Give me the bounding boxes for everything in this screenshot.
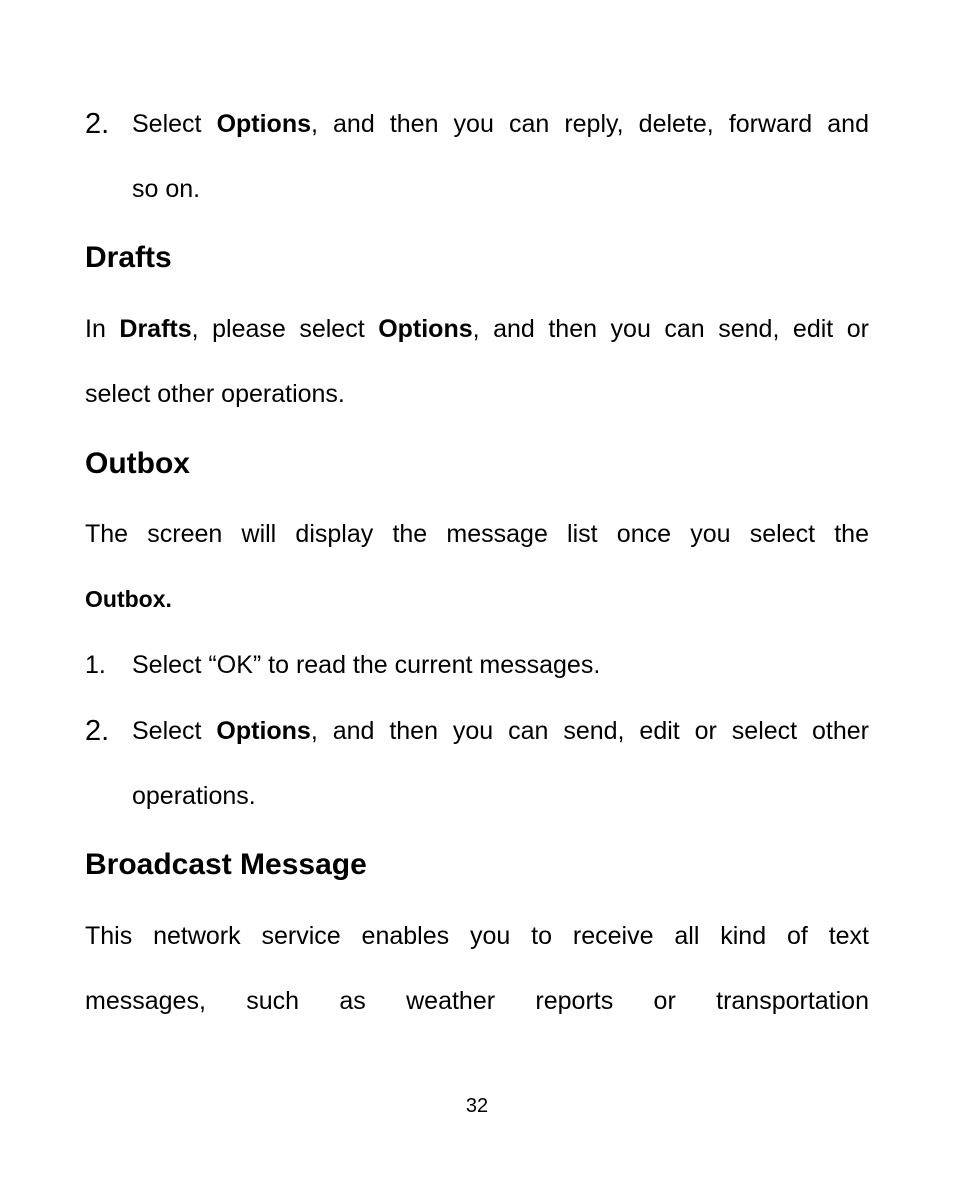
paragraph-line <box>85 296 869 362</box>
paragraph-line: The screen will display the message list once you select the <box>85 520 869 548</box>
list-item-text <box>132 91 869 157</box>
bold-term: Options <box>216 717 311 745</box>
section-heading-drafts: Drafts <box>85 241 172 274</box>
list-number: 1. <box>85 651 106 679</box>
page-number: 32 <box>465 1095 489 1117</box>
section-heading-broadcast: Broadcast Message <box>85 848 367 881</box>
section-heading-outbox: Outbox <box>85 447 190 480</box>
text-run: In <box>85 315 120 343</box>
text-run: , please select <box>191 315 379 343</box>
list-item-text-continued: operations. <box>132 782 256 810</box>
list-number: 2. <box>85 108 110 140</box>
text-run: , and then you can send, edit or <box>472 315 870 343</box>
bold-term: Drafts <box>119 315 192 343</box>
paragraph-line: select other operations. <box>85 380 345 408</box>
list-number: 2. <box>85 715 110 747</box>
text-run: Select <box>132 717 217 745</box>
paragraph-line: messages, such as weather reports or transportation <box>85 987 869 1015</box>
text-run: Select <box>132 110 217 138</box>
list-item-text: Select “OK” to read the current messages. <box>132 651 601 679</box>
list-item-text-continued: so on. <box>132 175 201 203</box>
text-run: , and then you can reply, delete, forward and <box>311 110 869 138</box>
list-item-text <box>132 698 869 764</box>
bold-term: Options <box>378 315 473 343</box>
text-run: , and then you can send, edit or select other <box>310 717 869 745</box>
paragraph-line-bold: Outbox. <box>85 586 172 612</box>
bold-term: Options <box>216 110 311 138</box>
paragraph-line: This network service enables you to receive all kind of text <box>85 922 869 950</box>
